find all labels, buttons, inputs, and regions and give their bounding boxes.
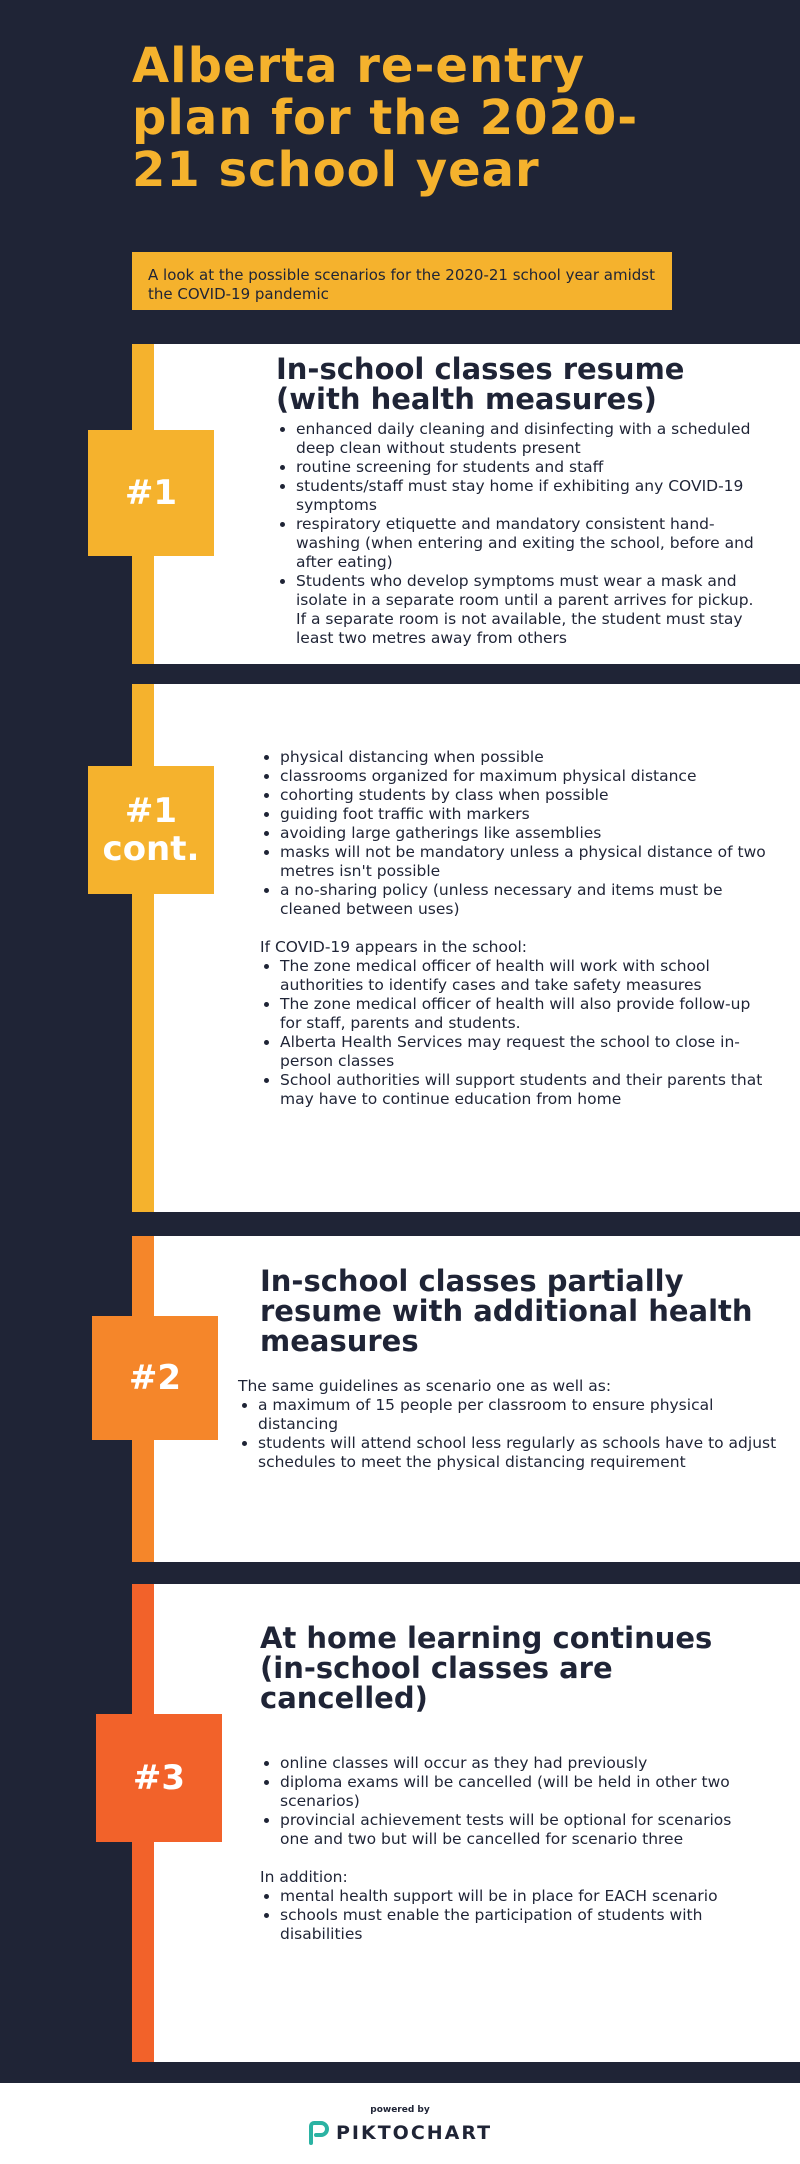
piktochart-logo-icon: [308, 2121, 330, 2145]
list-item: • a no-sharing policy (unless necessary and items must be cleaned between uses): [280, 881, 770, 919]
brand-name: PIKTOCHART: [336, 2122, 493, 2144]
list-item: • The zone medical officer of health will work with school authorities to identify cases and take safety measures: [280, 957, 770, 995]
list-item: • respiratory etiquette and mandatory consistent hand-washing (when entering and exiting the school, before and after eating): [296, 515, 766, 572]
scenario-3-heading: At home learning continues (in-school classes are cancelled): [260, 1621, 713, 1715]
scenario-2-badge-label: #2: [128, 1358, 182, 1398]
scenario-1-cont-badge-label: #1 cont.: [102, 791, 200, 869]
list-item: • online classes will occur as they had previously: [280, 1754, 760, 1773]
scenario-1-cont-stripe: [132, 684, 154, 1212]
list-item: • guiding foot traffic with markers: [280, 805, 770, 824]
covid-intro: If COVID-19 appears in the school:: [260, 938, 527, 956]
footer: [0, 2083, 800, 2164]
list-item: • diploma exams will be cancelled (will be held in other two scenarios): [280, 1773, 760, 1811]
piktochart-brand[interactable]: [308, 2121, 492, 2145]
scenario-2-heading: In-school classes partially resume with additional health measures: [260, 1264, 753, 1358]
scenario-2-intro: The same guidelines as scenario one as well as:: [238, 1377, 612, 1395]
list-item: • School authorities will support students and their parents that may have to continue education from home: [280, 1071, 770, 1109]
list-item: • mental health support will be in place for EACH scenario: [280, 1887, 760, 1906]
powered-by-label: powered by: [370, 2105, 430, 2115]
subtitle-box: [132, 252, 672, 310]
list-item: • students will attend school less regularly as schools have to adjust schedules to meet the physical distancing requirement: [258, 1434, 778, 1472]
list-item: • Students who develop symptoms must wear a mask and isolate in a separate room until a parent arrives for pickup. If a separate room is not available, the student must stay least two metres away from others: [296, 572, 766, 648]
list-item: • avoiding large gatherings like assemblies: [280, 824, 770, 843]
scenario-3-badge: [96, 1714, 222, 1842]
scenario-3-content: [260, 1754, 760, 1944]
addition-intro: In addition:: [260, 1868, 348, 1886]
scenario-1-badge-label: #1: [124, 473, 178, 513]
list-item: • routine screening for students and staff: [296, 458, 766, 477]
scenario-1-list: [276, 420, 766, 648]
page-title: Alberta re-entry plan for the 2020-21 school year: [132, 38, 639, 198]
list-item: • students/staff must stay home if exhibiting any COVID-19 symptoms: [296, 477, 766, 515]
scenario-1-cont-badge: [88, 766, 214, 894]
list-item: • cohorting students by class when possible: [280, 786, 770, 805]
scenario-1-cont-content: [260, 748, 770, 1109]
scenario-3-badge-label: #3: [132, 1758, 186, 1798]
list-item: • The zone medical officer of health will also provide follow-up for staff, parents and students.: [280, 995, 770, 1033]
list-item: • masks will not be mandatory unless a physical distance of two metres isn't possible: [280, 843, 770, 881]
list-item: • provincial achievement tests will be optional for scenarios one and two but will be cancelled for scenario three: [280, 1811, 760, 1849]
scenario-1-badge: [88, 430, 214, 556]
list-item: • schools must enable the participation of students with disabilities: [280, 1906, 760, 1944]
list-item: • a maximum of 15 people per classroom to ensure physical distancing: [258, 1396, 778, 1434]
subtitle-text: A look at the possible scenarios for the 2020-21 school year amidst the COVID-19 pandemic: [148, 266, 655, 303]
scenario-2-badge: [92, 1316, 218, 1440]
list-item: • physical distancing when possible: [280, 748, 770, 767]
list-item: • enhanced daily cleaning and disinfecting with a scheduled deep clean without students present: [296, 420, 766, 458]
list-item: • classrooms organized for maximum physical distance: [280, 767, 770, 786]
scenario-1-heading: In-school classes resume (with health measures): [276, 352, 685, 416]
scenario-2-content: [238, 1377, 778, 1472]
list-item: • Alberta Health Services may request the school to close in-person classes: [280, 1033, 770, 1071]
